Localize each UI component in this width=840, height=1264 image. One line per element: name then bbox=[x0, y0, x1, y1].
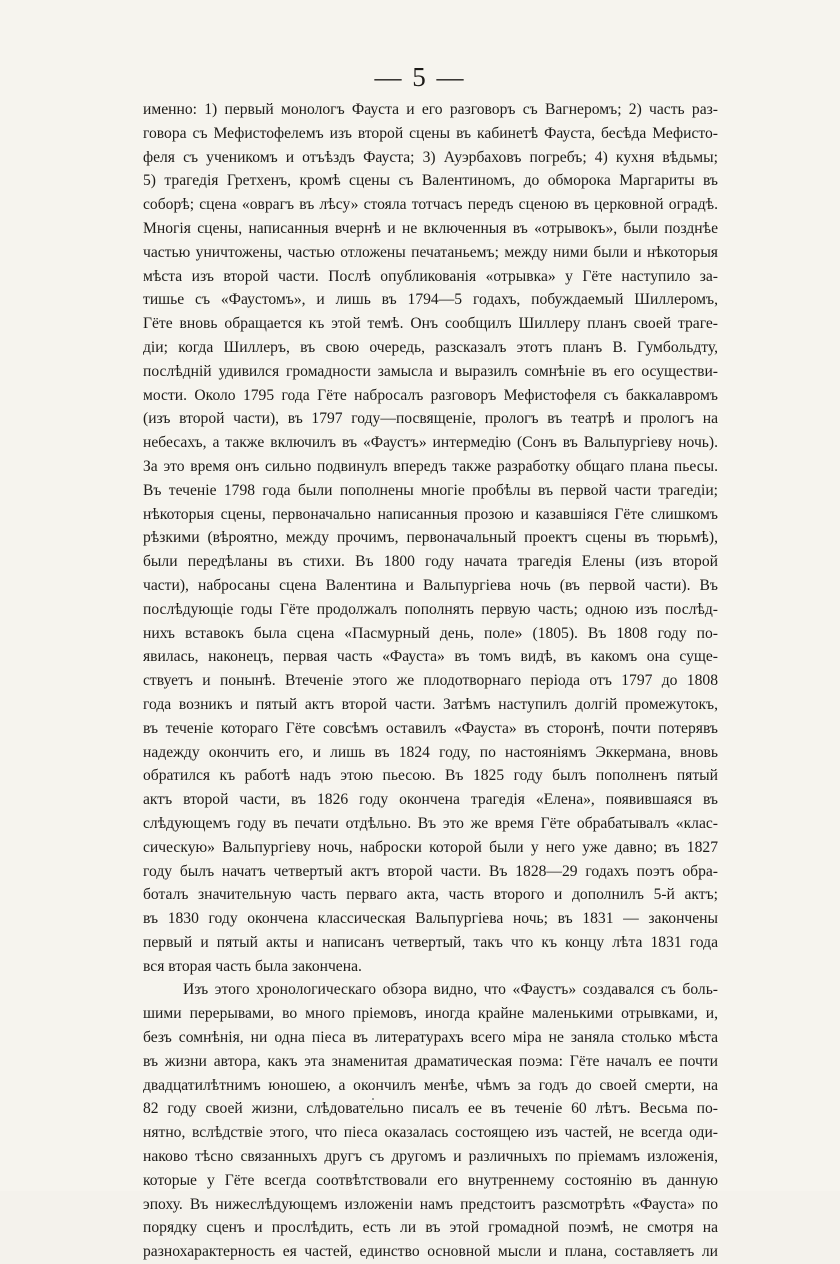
text-line: Изъ этого хронологическаго обзора видно, что «Фаустъ» создавался съ боль- bbox=[183, 981, 718, 999]
text-line: эпоху. Въ нижеслѣдующемъ изложеніи намъ предстоитъ разсмотрѣть «Фауста» по bbox=[143, 1195, 718, 1213]
text-line: Гёте вновь обращается къ этой темѣ. Онъ сообщилъ Шиллеру планъ своей траге- bbox=[143, 315, 718, 333]
text-line: которые у Гёте всегда соотвѣтствовали его внутреннему состоянію въ данную bbox=[143, 1171, 718, 1189]
text-line: году былъ начатъ четвертый актъ второй части. Въ 1828—29 годахъ поэтъ обра- bbox=[143, 862, 718, 880]
text-line: діи; когда Шиллеръ, въ свою очередь, разсказалъ этотъ планъ В. Гумбольдту, bbox=[143, 338, 718, 356]
text-line: (изъ второй части), въ 1797 году—посвященіе, прологъ въ театрѣ и прологъ на bbox=[143, 410, 718, 428]
text-line: года возникъ и пятый актъ второй части. Затѣмъ наступилъ долгій промежутокъ, bbox=[143, 695, 718, 713]
text-line: шими перерывами, во много пріемовъ, иногда крайне маленькими отрывками, и, bbox=[143, 1005, 718, 1023]
text-line: обратился къ работѣ надъ этою пьесою. Въ 1825 году былъ пополненъ пятый bbox=[143, 767, 718, 785]
text-line: разнохарактерность ея частей, единство основной мысли и плана, составляетъ ли bbox=[143, 1243, 718, 1261]
text-line: именно: 1) первый монологъ Фауста и его разговоръ съ Вагнеромъ; 2) часть раз- bbox=[143, 101, 718, 118]
text-line: слѣдующемъ году въ печати отдѣльно. Въ это же время Гёте обрабатывалъ «клас- bbox=[143, 814, 718, 832]
text-line: сическую» Вальпургіеву ночь, наброски которой были у него уже давно; въ 1827 bbox=[143, 838, 718, 856]
text-line: 5) трагедія Гретхенъ, кромѣ сцены съ Валентиномъ, до обморока Маргариты въ bbox=[143, 172, 718, 190]
text-line: въ жизни автора, какъ эта знаменитая драматическая поэма: Гёте началъ ее почти bbox=[143, 1052, 718, 1070]
text-line: За это время онъ сильно подвинулъ впередъ также разработку общаго плана пьесы. bbox=[143, 457, 718, 475]
text-line: были передѣланы въ стихи. Въ 1800 году начата трагедія Елены (изъ второй bbox=[143, 553, 718, 571]
text-line: небесахъ, а также включилъ въ «Фаустъ» интермедію (Сонъ въ Вальпургіеву ночь). bbox=[143, 434, 718, 452]
print-speck bbox=[372, 1098, 374, 1100]
text-line: феля съ ученикомъ и отъѣздъ Фауста; 3) Ауэрбаховъ погребъ; 4) кухня вѣдьмы; bbox=[143, 148, 718, 166]
text-line: нятно, вслѣдствіе этого, что піеса оказалась состоящею изъ частей, не всегда оди- bbox=[143, 1124, 718, 1142]
text-line: мости. Около 1795 года Гёте набросалъ разговоръ Мефистофеля съ баккалавромъ bbox=[143, 386, 718, 404]
text-line: наково тѣсно связанныхъ другъ съ другомъ и различныхъ по пріемамъ изложенія, bbox=[143, 1148, 718, 1166]
text-line: въ теченіе котораго Гёте совсѣмъ оставилъ «Фауста» въ сторонѣ, почти потерявъ bbox=[143, 719, 718, 737]
paragraph-1 bbox=[143, 98, 718, 978]
text-line: Въ теченіе 1798 года были пополнены многіе пробѣлы въ первой части трагедіи; bbox=[143, 481, 718, 499]
text-line: въ 1830 году окончена классическая Вальпургіева ночь; въ 1831 — закончены bbox=[143, 910, 718, 928]
text-line: ствуетъ и понынѣ. Втеченіе этого же плодотворнаго періода отъ 1797 до 1808 bbox=[143, 672, 718, 690]
text-line: рѣзкими (вѣроятно, между прочимъ, первоначальный проектъ сцены въ тюрьмѣ), bbox=[143, 529, 718, 547]
text-line: тишье съ «Фаустомъ», и лишь въ 1794—5 годахъ, побуждаемый Шиллеромъ, bbox=[143, 291, 718, 309]
text-line: безъ сомнѣнія, ни одна піеса въ литературахъ всего міра не заняла столько мѣста bbox=[143, 1029, 718, 1047]
body-text bbox=[143, 98, 718, 1264]
text-line: мѣста изъ второй части. Послѣ опубликованія «отрывка» у Гёте наступило за- bbox=[143, 267, 718, 285]
text-line: говора съ Мефистофелемъ изъ второй сцены въ кабинетѣ Фауста, бесѣда Мефисто- bbox=[143, 124, 718, 142]
text-line: первый и пятый акты и написанъ четвертый, такъ что къ концу лѣта 1831 года bbox=[143, 933, 718, 951]
text-line: явилась, наконецъ, первая часть «Фауста» въ томъ видѣ, въ какомъ она суще- bbox=[143, 648, 718, 666]
text-line: послѣдующіе годы Гёте продолжалъ пополнять первую часть; одною изъ послѣд- bbox=[143, 600, 718, 618]
text-line: вся вторая часть была закончена. bbox=[143, 957, 362, 975]
text-line: послѣдній удивился громадности замысла и выразилъ сомнѣніе въ его осуществи- bbox=[143, 362, 718, 380]
text-line: боталъ значительную часть перваго акта, часть второго и дополнилъ 5-й актъ; bbox=[143, 886, 718, 904]
text-line: порядку сценъ и прослѣдить, есть ли въ этой громадной поэмѣ, не смотря на bbox=[143, 1219, 718, 1237]
paragraph-2 bbox=[143, 978, 718, 1264]
text-line: актъ второй части, въ 1826 году окончена трагедія «Елена», появившаяся въ bbox=[143, 791, 718, 809]
text-line: двадцатилѣтнимъ юношею, а окончилъ менѣе, чѣмъ за годъ до своей смерти, на bbox=[143, 1076, 718, 1094]
text-line: Многія сцены, написанныя вчернѣ и не включенныя въ «отрывокъ», были позднѣе bbox=[143, 219, 718, 237]
text-line: 82 году своей жизни, слѣдовательно писалъ ее въ теченіе 60 лѣтъ. Весьма по- bbox=[143, 1100, 718, 1118]
text-line: соборѣ; сцена «оврагъ въ лѣсу» стояла тотчасъ передъ сценою въ церковной оградѣ. bbox=[143, 196, 718, 214]
text-line: частью уничтожены, частью отложены печатаньемъ; между ними были и нѣкоторыя bbox=[143, 243, 718, 261]
page-number: — 5 — bbox=[374, 62, 466, 92]
text-line: нѣкоторыя сцены, первоначально написанныя прозою и казавшіяся Гёте слишкомъ bbox=[143, 505, 718, 523]
text-line: надежду окончить его, и лишь въ 1824 году, по настояніямъ Эккермана, вновь bbox=[143, 743, 718, 761]
text-line: нихъ вставокъ была сцена «Пасмурный день, поле» (1805). Въ 1808 году по- bbox=[143, 624, 718, 642]
text-line: части), набросаны сцена Валентина и Вальпургіева ночь (въ первой части). Въ bbox=[143, 576, 718, 594]
